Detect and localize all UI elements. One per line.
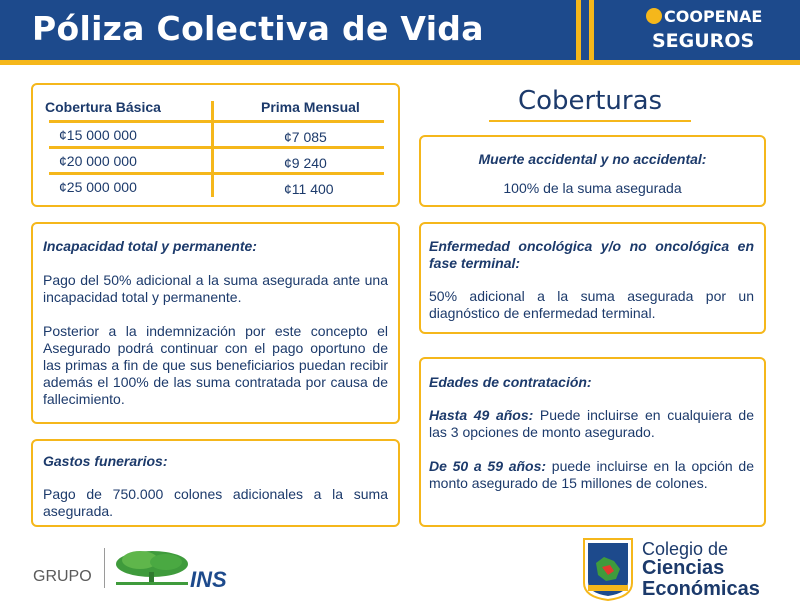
incapacidad-text: Pago del 50% adicional a la suma asegurada ante una incapacidad total y permanente. (43, 272, 388, 305)
enfermedad-text: 50% adicional a la suma asegurada por un diagnóstico de enfermedad terminal. (429, 288, 754, 321)
header-accent-bar (576, 0, 581, 60)
edades-text: puede incluirse en la opción de monto asegurado de 15 millones de colones. (429, 458, 754, 491)
premium-table-card (31, 83, 400, 207)
colegio-seal-icon (582, 537, 634, 601)
ins-logo: INS (190, 567, 227, 592)
incapacidad-text-2: Posterior a la indemnización por este concepto el Asegurado podrá continuar con el pago oportuno de las primas a fin de que sus beneficiarios puedan recibir además el 100% de las suma contratada por causa de fallecimiento. (43, 323, 388, 407)
table-header-cobertura: Cobertura Básica (45, 99, 161, 115)
table-cell-cobertura: ¢15 000 000 (59, 127, 137, 143)
incapacidad-card (31, 222, 400, 424)
brand-subname: SEGUROS (652, 30, 755, 52)
table-cell-cobertura: ¢20 000 000 (59, 153, 137, 169)
gastos-title: Gastos funerarios: (43, 453, 168, 469)
footer-divider (104, 548, 105, 588)
muerte-card (419, 135, 766, 207)
edades-paragraph-1 (429, 407, 754, 441)
tree-logo-icon (112, 548, 192, 588)
colegio-name-line: Ciencias (642, 557, 725, 579)
coopenae-logo-icon (646, 8, 662, 24)
page-title: Póliza Colectiva de Vida (32, 9, 484, 48)
table-row-divider (49, 172, 384, 175)
edades-label: Hasta 49 años: (429, 407, 534, 423)
edades-title: Edades de contratación: (429, 374, 592, 390)
muerte-text: 100% de la suma asegurada (503, 180, 682, 196)
brand-name: COOPENAE (664, 7, 763, 26)
section-heading-coberturas: Coberturas (517, 86, 663, 116)
header-accent-bar (589, 0, 594, 60)
gastos-text: Pago de 750.000 colones adicionales a la suma asegurada. (43, 486, 388, 519)
table-cell-prima: ¢11 400 (284, 181, 334, 197)
table-row-divider (49, 120, 384, 123)
edades-paragraph-2 (429, 458, 754, 492)
gastos-card (31, 439, 400, 527)
grupo-ins-label: GRUPO (33, 568, 92, 585)
colegio-name-line: Económicas (642, 578, 760, 600)
edades-text: Puede incluirse en cualquiera de las 3 opciones de monto asegurado. (429, 407, 754, 440)
muerte-title: Muerte accidental y no accidental: (478, 151, 707, 167)
table-row-divider (49, 146, 384, 149)
enfermedad-card (419, 222, 766, 334)
page-header (0, 0, 800, 60)
edades-label: De 50 a 59 años: (429, 458, 547, 474)
enfermedad-title: Enfermedad oncológica y/o no oncológica en fase terminal: (429, 238, 754, 271)
header-divider (0, 60, 800, 65)
table-column-divider (211, 101, 214, 197)
table-cell-cobertura: ¢25 000 000 (59, 179, 137, 195)
table-header-prima: Prima Mensual (261, 99, 360, 115)
edades-card (419, 357, 766, 527)
colegio-name (642, 540, 760, 600)
heading-underline (489, 120, 691, 122)
colegio-name-line: Colegio de (642, 539, 729, 559)
coopenae-seguros-logo (640, 6, 763, 56)
incapacidad-title: Incapacidad total y permanente: (43, 238, 257, 254)
table-cell-prima: ¢9 240 (284, 155, 327, 171)
table-cell-prima: ¢7 085 (284, 129, 327, 145)
